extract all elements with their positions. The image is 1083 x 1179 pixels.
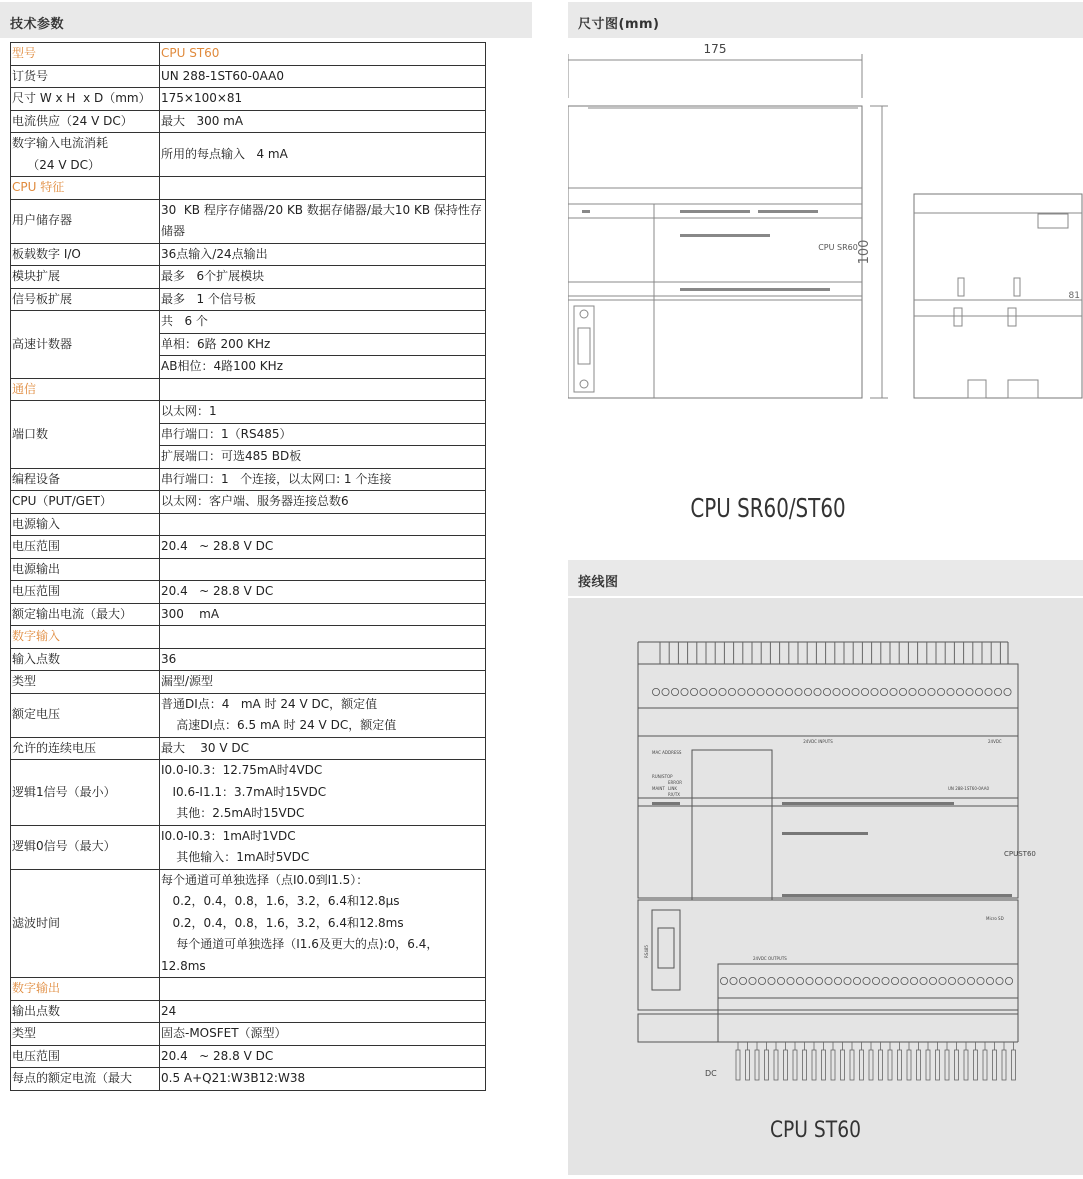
output-load: [755, 1050, 759, 1080]
output-load: [812, 1050, 816, 1080]
error-label: ERROR: [668, 780, 683, 785]
spec-row: [11, 737, 486, 760]
spec-row: [11, 536, 486, 559]
spec-value: [160, 378, 486, 401]
dimension-drawing: [568, 38, 1083, 548]
spec-key: 板载数字 I/O: [11, 243, 160, 266]
output-load: [964, 1050, 968, 1080]
input-terminal: [871, 688, 878, 695]
spec-section-row: [11, 43, 486, 66]
input-terminal: [795, 688, 802, 695]
spec-value: 共 6 个: [160, 311, 486, 334]
spec-value: 串行端口：1（RS485）: [160, 423, 486, 446]
output-terminal: [787, 977, 794, 984]
spec-row: [11, 491, 486, 514]
spec-key: 电压范围: [11, 536, 160, 559]
output-load: [765, 1050, 769, 1080]
input-terminal: [690, 688, 697, 695]
spec-key: 类型: [11, 1023, 160, 1046]
spec-value: 20.4 ~ 28.8 V DC: [160, 1045, 486, 1068]
spec-row: [11, 311, 486, 334]
spec-section-row: [11, 177, 486, 200]
output-terminal: [996, 977, 1003, 984]
input-terminal-block: [638, 664, 1018, 736]
depth-label: 81: [1068, 291, 1080, 301]
output-terminal: [825, 977, 832, 984]
spec-row: [11, 1045, 486, 1068]
spec-value: [160, 177, 486, 200]
spec-row: [11, 581, 486, 604]
rx-tx-label: RX/TX: [668, 792, 681, 797]
input-terminal: [928, 688, 935, 695]
output-terminal-block: [718, 964, 1018, 1014]
spec-value: 固态-MOSFET（源型）: [160, 1023, 486, 1046]
spec-key: 端口数: [11, 401, 160, 469]
output-terminal: [730, 977, 737, 984]
output-terminal: [920, 977, 927, 984]
rs485-port-front: [574, 306, 594, 392]
output-terminal: [815, 977, 822, 984]
output-load: [746, 1050, 750, 1080]
spec-value: 36点输入/24点输出: [160, 243, 486, 266]
width-label: 175: [703, 42, 727, 56]
spec-key: 电压范围: [11, 1045, 160, 1068]
output-terminal: [948, 977, 955, 984]
spec-value: 最大 300 mA: [160, 110, 486, 133]
input-terminal: [766, 688, 773, 695]
spec-key: 电源输入: [11, 513, 160, 536]
rs485-port: [652, 910, 680, 990]
output-terminal: [986, 977, 993, 984]
spec-value: 0.5 A+Q21:W3B12:W38: [160, 1068, 486, 1091]
output-rail-label: 24VDC OUTPUTS: [753, 956, 787, 961]
spec-value: 所用的每点输入 4 mA: [160, 133, 486, 177]
spec-key: 电压范围: [11, 581, 160, 604]
front-view-body: [568, 106, 862, 398]
spec-key: 信号板扩展: [11, 288, 160, 311]
input-terminal: [975, 688, 982, 695]
output-load: [1002, 1050, 1006, 1080]
output-terminal: [872, 977, 879, 984]
input-terminal: [719, 688, 726, 695]
spec-key: 电流供应（24 V DC）: [11, 110, 160, 133]
input-terminal: [728, 688, 735, 695]
spec-key: 滤波时间: [11, 869, 160, 978]
tech-spec-title: 技术参数: [10, 17, 65, 32]
expansion-slot: [692, 750, 772, 900]
spec-row: [11, 1000, 486, 1023]
spec-value: AB相位：4路100 KHz: [160, 356, 486, 379]
output-terminal: [806, 977, 813, 984]
output-load: [898, 1050, 902, 1080]
input-terminal: [662, 688, 669, 695]
output-load: [774, 1050, 778, 1080]
spec-key: 允许的连续电压: [11, 737, 160, 760]
output-load: [993, 1050, 997, 1080]
spec-row: [11, 693, 486, 737]
input-terminal: [937, 688, 944, 695]
output-load: [907, 1050, 911, 1080]
spec-row: [11, 825, 486, 869]
input-terminal: [947, 688, 954, 695]
spec-value: 最多 6个扩展模块: [160, 266, 486, 289]
run-stop-label: RUN/STOP: [652, 774, 673, 779]
output-terminal: [758, 977, 765, 984]
output-load: [803, 1050, 807, 1080]
output-terminal: [891, 977, 898, 984]
spec-key: 输出点数: [11, 1000, 160, 1023]
spec-value: 以太网：1: [160, 401, 486, 424]
input-terminal: [700, 688, 707, 695]
spec-row: [11, 869, 486, 978]
input-terminal: [804, 688, 811, 695]
spec-section-row: [11, 978, 486, 1001]
spec-key: 逻辑0信号（最大）: [11, 825, 160, 869]
spec-value: [160, 558, 486, 581]
input-terminal: [890, 688, 897, 695]
input-terminal: [709, 688, 716, 695]
output-terminal: [1005, 977, 1012, 984]
mac-label: MAC ADDRESS: [652, 750, 682, 755]
spec-key: CPU 特征: [11, 177, 160, 200]
spec-table: [10, 42, 486, 1091]
output-load: [879, 1050, 883, 1080]
spec-key: 用户储存器: [11, 199, 160, 243]
wiring-caption: CPU ST60: [769, 1118, 862, 1143]
output-load: [860, 1050, 864, 1080]
dimension-caption: CPU SR60/ST60: [690, 494, 846, 524]
spec-value: 175×100×81: [160, 88, 486, 111]
spec-value: 300 mA: [160, 603, 486, 626]
input-terminal: [652, 688, 659, 695]
spec-key: 模块扩展: [11, 266, 160, 289]
spec-key: 数字输入电流消耗 （24 V DC）: [11, 133, 160, 177]
input-terminal: [918, 688, 925, 695]
input-terminal: [1004, 688, 1011, 695]
output-load: [945, 1050, 949, 1080]
input-terminal: [747, 688, 754, 695]
input-terminal: [823, 688, 830, 695]
spec-value: 普通DI点：4 mA 时 24 V DC，额定值 高速DI点：6.5 mA 时 24 V DC，额定值: [160, 693, 486, 737]
spec-value: 每个通道可单独选择（点I0.0到I1.5）： 0.2，0.4，0.8，1.6，3.2，6.4和12.8μs 0.2，0.4，0.8，1.6，3.2，6.4和12.8ms 每个通道可单独选择（I1.6及更大的点):0，6.4， 12.8ms: [160, 869, 486, 978]
output-terminal: [844, 977, 851, 984]
spec-row: [11, 603, 486, 626]
spec-row: [11, 1023, 486, 1046]
spec-key: 电源输出: [11, 558, 160, 581]
input-terminal: [776, 688, 783, 695]
spec-key: 数字输入: [11, 626, 160, 649]
output-terminal: [796, 977, 803, 984]
spec-value: 30 KB 程序存储器/20 KB 数据存储器/最大10 KB 保持性存储器: [160, 199, 486, 243]
spec-row: [11, 671, 486, 694]
spec-value: 20.4 ~ 28.8 V DC: [160, 581, 486, 604]
spec-row: [11, 760, 486, 826]
output-load: [1012, 1050, 1016, 1080]
spec-value: CPU ST60: [160, 43, 486, 66]
spec-row: [11, 1068, 486, 1091]
spec-section-row: [11, 626, 486, 649]
dimension-title: 尺寸图(mm): [578, 17, 660, 32]
output-load: [736, 1050, 740, 1080]
spec-key: 型号: [11, 43, 160, 66]
spec-value: [160, 513, 486, 536]
output-load: [974, 1050, 978, 1080]
spec-value: 20.4 ~ 28.8 V DC: [160, 536, 486, 559]
output-terminal: [777, 977, 784, 984]
spec-section-row: [11, 378, 486, 401]
wiring-svg: [568, 598, 1083, 1118]
input-terminal: [785, 688, 792, 695]
output-terminal: [834, 977, 841, 984]
output-terminal: [863, 977, 870, 984]
micro-sd-label: Micro SD: [986, 916, 1004, 921]
dc-label: DC: [705, 1069, 717, 1078]
spec-key: 尺寸 W x H x D（mm）: [11, 88, 160, 111]
input-rail-label: 24VDC INPUTS: [803, 739, 833, 744]
spec-row: [11, 513, 486, 536]
output-load: [888, 1050, 892, 1080]
spec-value: [160, 626, 486, 649]
output-terminal: [910, 977, 917, 984]
wiring-title: 接线图: [578, 575, 619, 590]
spec-row: [11, 468, 486, 491]
spec-row: [11, 65, 486, 88]
input-terminal: [994, 688, 1001, 695]
output-terminal: [929, 977, 936, 984]
output-terminal: [749, 977, 756, 984]
device-label-wiring: CPUST60: [1004, 850, 1036, 858]
spec-row: [11, 110, 486, 133]
spec-value: 36: [160, 648, 486, 671]
rs485-label: RS485: [644, 945, 649, 958]
height-label: 100: [857, 239, 872, 265]
plc-body: [638, 798, 1018, 898]
input-terminal: [671, 688, 678, 695]
spec-row: [11, 401, 486, 424]
spec-row: [11, 88, 486, 111]
spec-row: [11, 288, 486, 311]
tech-spec-header: [0, 2, 532, 38]
spec-value: I0.0-I0.3：1mA时1VDC 其他输入：1mA时5VDC: [160, 825, 486, 869]
input-terminal: [757, 688, 764, 695]
spec-value: UN 288-1ST60-0AA0: [160, 65, 486, 88]
output-load: [841, 1050, 845, 1080]
spec-value: [160, 978, 486, 1001]
output-terminal: [739, 977, 746, 984]
output-load: [917, 1050, 921, 1080]
dimension-svg: [568, 38, 1083, 498]
output-terminal: [977, 977, 984, 984]
input-terminal: [814, 688, 821, 695]
output-load: [850, 1050, 854, 1080]
spec-key: 逻辑1信号（最小）: [11, 760, 160, 826]
output-load: [936, 1050, 940, 1080]
spec-value: 扩展端口：可选485 BD板: [160, 446, 486, 469]
sensor-label: 24VDC: [988, 739, 1002, 744]
input-terminal: [738, 688, 745, 695]
spec-key: 额定输出电流（最大）: [11, 603, 160, 626]
input-terminal: [681, 688, 688, 695]
side-view-body: [914, 194, 1082, 398]
input-terminal: [966, 688, 973, 695]
wiring-diagram: [568, 598, 1083, 1175]
output-terminal: [882, 977, 889, 984]
spec-value: 以太网：客户端、服务器连接总数6: [160, 491, 486, 514]
spec-value: 最大 30 V DC: [160, 737, 486, 760]
spec-key: 类型: [11, 671, 160, 694]
spec-value: I0.0-I0.3：12.75mA时4VDC I0.6-I1.1：3.7mA时15VDC 其他：2.5mA时15VDC: [160, 760, 486, 826]
input-terminal: [842, 688, 849, 695]
output-load: [869, 1050, 873, 1080]
output-load: [793, 1050, 797, 1080]
input-terminal: [880, 688, 887, 695]
spec-row: [11, 199, 486, 243]
spec-value: 串行端口：1 个连接，以太网口: 1 个连接: [160, 468, 486, 491]
spec-key: 订货号: [11, 65, 160, 88]
spec-value: 漏型/源型: [160, 671, 486, 694]
input-terminal: [861, 688, 868, 695]
output-load: [831, 1050, 835, 1080]
spec-row: [11, 243, 486, 266]
output-load: [955, 1050, 959, 1080]
output-load: [784, 1050, 788, 1080]
input-terminal: [899, 688, 906, 695]
input-terminal: [985, 688, 992, 695]
input-terminal: [909, 688, 916, 695]
maint-label: MAINT: [652, 786, 665, 791]
output-load: [983, 1050, 987, 1080]
spec-row: [11, 266, 486, 289]
order-label: UN 288-1ST60-0AA0: [948, 786, 990, 791]
output-terminal: [967, 977, 974, 984]
output-load: [822, 1050, 826, 1080]
spec-key: 输入点数: [11, 648, 160, 671]
spec-key: 每点的额定电流（最大: [11, 1068, 160, 1091]
dimension-header: [568, 2, 1083, 38]
wiring-header: [568, 560, 1083, 596]
output-load: [926, 1050, 930, 1080]
output-terminal: [853, 977, 860, 984]
spec-key: 额定电压: [11, 693, 160, 737]
input-terminal: [956, 688, 963, 695]
output-terminal: [958, 977, 965, 984]
device-label-front: CPU SR60: [818, 243, 858, 252]
input-terminal: [833, 688, 840, 695]
spec-value: 单相：6路 200 KHz: [160, 333, 486, 356]
link-label: LINK: [668, 786, 678, 791]
spec-row: [11, 648, 486, 671]
spec-row: [11, 558, 486, 581]
input-terminal: [852, 688, 859, 695]
output-terminal: [901, 977, 908, 984]
spec-key: 高速计数器: [11, 311, 160, 379]
spec-row: [11, 133, 486, 177]
output-terminal: [939, 977, 946, 984]
spec-key: CPU（PUT/GET）: [11, 491, 160, 514]
spec-value: 24: [160, 1000, 486, 1023]
spec-value: 最多 1 个信号板: [160, 288, 486, 311]
spec-key: 编程设备: [11, 468, 160, 491]
output-terminal: [768, 977, 775, 984]
spec-key: 数字输出: [11, 978, 160, 1001]
spec-key: 通信: [11, 378, 160, 401]
output-terminal: [720, 977, 727, 984]
